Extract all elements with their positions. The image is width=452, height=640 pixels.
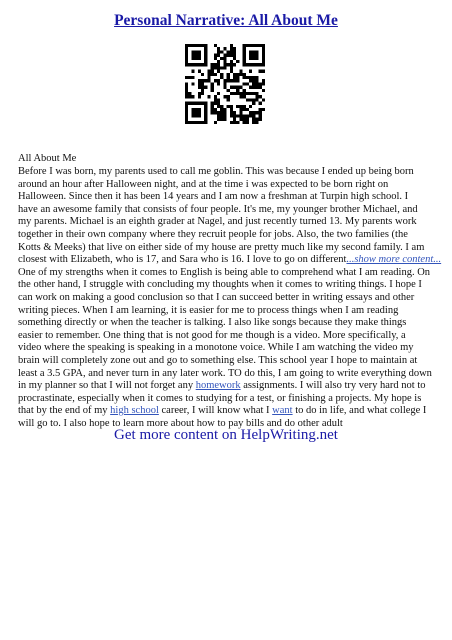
- body-line: brain will completely zone out and go to something else. This school year I hope to maintain at: [18, 354, 418, 366]
- body-line: Before I was born, my parents used to call me goblin. This was because I ended up being born: [18, 166, 414, 177]
- body-line: Halloween. Since then it has been 14 years and I am now a freshman at Turpin high school. I: [18, 191, 409, 203]
- body-line: [18, 380, 438, 393]
- document-body: [18, 166, 442, 430]
- body-line: together in their own company where they recruit people for jobs. Also, the two families (the: [18, 228, 408, 240]
- high-school-link[interactable]: high school: [110, 405, 159, 417]
- body-line: procrastinate, especially when it comes to studying for a test, or finishing a projects. My hope is: [18, 392, 422, 404]
- body-line: [18, 254, 442, 267]
- body-line: the other hand, I struggle with concluding my thoughts when it comes to writing things. I hope I: [18, 279, 422, 291]
- body-line: something directly or when the teacher is talking. I also like songs because they make things: [18, 317, 407, 329]
- homework-link[interactable]: homework: [195, 380, 241, 392]
- body-line-text: to do in life, and what college I: [292, 405, 427, 417]
- body-line: One of my strengths when it comes to English is being able to comprehend what I am reading. On: [18, 266, 431, 278]
- show-more-link[interactable]: ...show more content...: [346, 254, 442, 266]
- want-link[interactable]: want: [272, 405, 293, 417]
- body-line: have an awesome family that consists of four people. It's me, my younger brother Michael, and: [18, 203, 418, 215]
- body-line: least a 3.5 GPA, and never turn in any later work. TO do this, I am going to write everything down: [18, 367, 432, 379]
- document-heading: All About Me: [18, 153, 77, 164]
- body-line-text: career, I will know what I: [158, 405, 273, 417]
- body-line: [18, 405, 438, 418]
- footer-link[interactable]: Get more content on HelpWriting.net: [114, 427, 338, 443]
- body-line: writing pieces. When I am learning, it is easier for me to process things when I am reading: [18, 304, 399, 316]
- body-line: my parents. Michael is an eighth grader at Nagel, and just recently turned 13. My parents work: [18, 216, 417, 228]
- body-line: will go to. I also hope to learn more about how to pay bills and do other adult: [18, 417, 343, 429]
- body-line-text: in my planner so that I will not forget any: [18, 380, 196, 392]
- body-line-text: assignments. I will also try very hard not to: [240, 380, 426, 392]
- body-line: around an hour after Halloween night, and at the time i was expected to be born right on: [18, 178, 389, 190]
- body-line: can work on making a good conclusion so that I can succeed better in writing essays and other: [18, 291, 415, 303]
- body-line: easier to remember. One thing that is not good for me though is a video. More specifically, a: [18, 329, 406, 341]
- body-line: Kotts & Meeks) that live on either side of my house are pretty much like my second family. I am: [18, 241, 425, 253]
- body-line-text: that by the end of my: [18, 405, 111, 417]
- body-line: video where the speaking is speaking in a monotone voice. While I am watching the video my: [18, 342, 414, 354]
- body-line-text: closest with Elizabeth, who is 17, and Sara who is 16. I love to go on different: [18, 254, 347, 266]
- page-title[interactable]: Personal Narrative: All About Me: [114, 12, 338, 29]
- qr-code-icon: [185, 44, 265, 124]
